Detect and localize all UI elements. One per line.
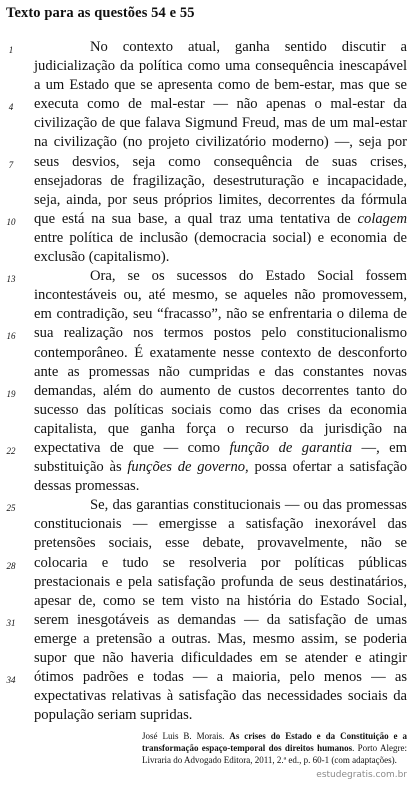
text-line [0, 496, 413, 515]
line-text: colocaria e tudo se resolveria por políticas públicas [34, 554, 407, 571]
line-text: Ora, se os sucessos do Estado Social fossem [90, 268, 407, 285]
text-line [0, 172, 413, 191]
source-citation [142, 730, 407, 766]
line-text: substituição às funções de governo, possa ofertar a satisfação [34, 459, 407, 476]
text-line [0, 248, 413, 267]
line-number: 10 [6, 216, 16, 227]
text-line [0, 458, 413, 477]
line-number: 1 [8, 45, 14, 55]
line-text: exclusão (capitalismo). [34, 249, 170, 266]
text-line [0, 76, 413, 95]
line-text: supor que não haveria dificuldades em se atender e atingir [34, 650, 407, 666]
line-number: 16 [6, 331, 16, 342]
line-number: 19 [6, 388, 16, 399]
text-line [0, 573, 413, 592]
text-line [0, 363, 413, 382]
line-text: expectativas relativas à satisfação das necessidades sociais da [34, 688, 407, 705]
text-line [0, 554, 413, 573]
text-line [0, 133, 413, 152]
line-text: contemporâneo. É exatamente nesse contexto de desconforto [34, 344, 407, 361]
text-line [0, 611, 413, 630]
line-text: civilização de que falava Sigmund Freud, mas de um mal-estar [34, 115, 407, 132]
text-line [0, 324, 413, 343]
line-text: expectativa de que — como função de garantia —, em [34, 439, 407, 456]
source-author: José Luis B. Morais. [142, 731, 225, 741]
text-line [0, 420, 413, 439]
line-number: 7 [8, 159, 14, 170]
line-text: prestacionais e pela satisfação profunda de seus destinatários, [34, 573, 407, 590]
text-line [0, 401, 413, 420]
line-text: que está na sua base, a qual traz uma tentativa de colagem [34, 210, 407, 227]
text-line [0, 515, 413, 534]
line-text: serem inesgotáveis as demandas — da satisfação de umas [34, 611, 407, 628]
line-text: dessas promessas. [34, 478, 140, 495]
text-line [0, 477, 413, 496]
line-number: 22 [6, 445, 16, 456]
text-line [0, 229, 413, 248]
italic-term: funções de governo [127, 459, 246, 476]
line-text: na civilização (no projeto civilizatório moderno) —, seja por [34, 134, 407, 151]
site-watermark: estudegratis.com.br [316, 770, 407, 780]
line-number: 4 [8, 102, 14, 113]
text-line [0, 153, 413, 172]
line-text: em contradição, seu “fracasso”, não se enfrentaria o dilema de [34, 306, 407, 323]
text-line [0, 114, 413, 133]
text-line [0, 57, 413, 76]
text-line [0, 305, 413, 324]
text-line [0, 95, 413, 114]
text-line [0, 382, 413, 401]
line-text: pretensões sociais, esse debate, provavelmente, não se [34, 535, 407, 552]
text-line [0, 344, 413, 363]
line-number: 34 [6, 675, 16, 686]
line-text: capitalista, que ganha força o recurso da jurisdição na [34, 420, 407, 437]
text-line [0, 210, 413, 229]
line-number: 28 [6, 560, 16, 571]
line-text: ensejadoras de fragilização, desestruturação e incapacidade, [34, 172, 407, 189]
line-text: ótimos padrões e todas — a maioria, pelo menos — as [34, 669, 407, 686]
line-text: Se, das garantias constitucionais — ou das promessas [90, 497, 407, 514]
line-text: demandas, além do aumento de custos decorrentes tanto do [34, 382, 407, 399]
text-line [0, 668, 413, 687]
text-line [0, 191, 413, 210]
text-body [0, 38, 413, 725]
line-number: 13 [6, 274, 16, 285]
line-text: constitucionais — emergisse a satisfação inexorável das [34, 516, 407, 533]
text-line [0, 592, 413, 611]
italic-term: função de garantia [229, 439, 353, 456]
source-title: As crises do Estado e da Constituição e a transformação espaço-temporal dos direitos humanos [142, 731, 408, 753]
line-text: sucesso das políticas sociais como das crises da economia [34, 401, 407, 418]
source-rest: . Porto Alegre: Livraria do Advogado Editora, 2011, 2.ª ed., p. 60-1 (com adaptações). [142, 743, 407, 765]
line-text: emerge a pretensão a outras. Mas, mesmo assim, se poderia [34, 630, 407, 647]
text-line [0, 38, 413, 57]
text-line [0, 534, 413, 553]
line-text: entre política de inclusão (democracia social) e economia de [34, 229, 407, 246]
line-text: judicialização da política como uma consequência inescapável [34, 58, 407, 75]
line-number: 25 [6, 503, 16, 514]
line-text: seja, ainda, por seus próprios limites, decorrentes da fórmula [34, 191, 407, 208]
line-text: sua realização nos termos postos pelo constitucionalismo [34, 325, 407, 342]
line-text: incontestáveis ou, até mesmo, se aqueles não promovessem, [34, 287, 407, 304]
text-line [0, 630, 413, 649]
text-line [0, 706, 413, 725]
text-line [0, 687, 413, 706]
line-text: executa como de mal-estar — não apenas o mal-estar da [34, 96, 407, 113]
line-text: seus desvios, seja como consequência de suas crises, [34, 153, 407, 170]
line-text: ante as promessas não cumpridas e das constantes novas [34, 363, 407, 380]
line-text: a um Estado que se apresenta como de bem-estar, mas que se [34, 77, 407, 94]
italic-term: colagem [357, 210, 407, 227]
line-text: No contexto atual, ganha sentido discutir a [90, 39, 407, 55]
text-line [0, 439, 413, 458]
line-number: 31 [6, 617, 16, 628]
text-line [0, 649, 413, 668]
section-heading: Texto para as questões 54 e 55 [6, 5, 195, 21]
text-line [0, 267, 413, 286]
line-text: apesar de, como se tem visto na história do Estado Social, [34, 592, 407, 609]
text-line [0, 286, 413, 305]
line-text: população seriam supridas. [34, 707, 193, 724]
